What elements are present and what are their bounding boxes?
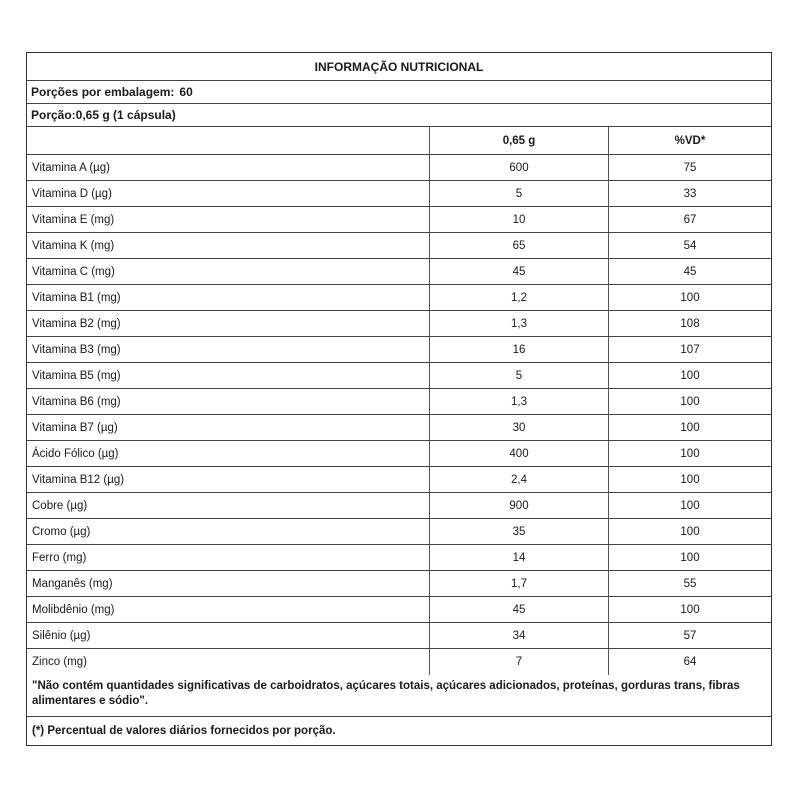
nutrient-daily-value: 100 xyxy=(608,363,771,388)
nutrient-amount: 1,3 xyxy=(429,389,608,414)
nutrition-facts-table xyxy=(26,52,772,746)
nutrient-name: Vitamina D (µg) xyxy=(32,187,112,200)
portion-text: Porção:0,65 g (1 cápsula) xyxy=(31,108,176,122)
table-row xyxy=(27,467,771,493)
nutrient-amount: 14 xyxy=(429,545,608,570)
nutrient-name: Vitamina B5 (mg) xyxy=(32,369,121,382)
table-row xyxy=(27,493,771,519)
table-row xyxy=(27,649,771,675)
table-row xyxy=(27,597,771,623)
nutrient-amount: 5 xyxy=(429,181,608,206)
nutrient-daily-value: 67 xyxy=(608,207,771,232)
nutrient-amount: 34 xyxy=(429,623,608,648)
nutrient-amount: 1,3 xyxy=(429,311,608,336)
table-row xyxy=(27,623,771,649)
nutrient-name: Cobre (µg) xyxy=(32,499,88,512)
nutrient-amount: 35 xyxy=(429,519,608,544)
nutrient-name: Manganês (mg) xyxy=(32,577,113,590)
table-row xyxy=(27,207,771,233)
nutrient-amount: 5 xyxy=(429,363,608,388)
nutrient-name: Vitamina C (mg) xyxy=(32,265,115,278)
table-title xyxy=(27,53,771,81)
nutrient-daily-value: 75 xyxy=(608,155,771,180)
nutrient-daily-value: 100 xyxy=(608,493,771,518)
nutrient-amount: 1,2 xyxy=(429,285,608,310)
nutrient-amount: 10 xyxy=(429,207,608,232)
nutrient-amount: 45 xyxy=(429,597,608,622)
column-header-row xyxy=(27,127,771,155)
nutrient-name: Vitamina B1 (mg) xyxy=(32,291,121,304)
nutrient-daily-value: 108 xyxy=(608,311,771,336)
nutrient-name: Vitamina E (mg) xyxy=(32,213,115,226)
nutrient-name: Vitamina K (mg) xyxy=(32,239,115,252)
header-amount: 0,65 g xyxy=(429,127,608,154)
table-row xyxy=(27,311,771,337)
header-nutrient-cell xyxy=(27,127,429,154)
table-row xyxy=(27,363,771,389)
nutrient-amount: 7 xyxy=(429,649,608,675)
nutrient-daily-value: 55 xyxy=(608,571,771,596)
table-row xyxy=(27,285,771,311)
table-row xyxy=(27,571,771,597)
nutrient-name: Silênio (µg) xyxy=(32,629,91,642)
table-title-text: INFORMAÇÃO NUTRICIONAL xyxy=(314,59,484,74)
nutrient-daily-value: 54 xyxy=(608,233,771,258)
table-row xyxy=(27,415,771,441)
disclaimer-note xyxy=(27,675,771,717)
nutrient-name: Vitamina B7 (µg) xyxy=(32,421,118,434)
nutrient-amount: 30 xyxy=(429,415,608,440)
nutrient-daily-value: 33 xyxy=(608,181,771,206)
table-row xyxy=(27,519,771,545)
footnote xyxy=(27,717,771,745)
nutrient-amount: 2,4 xyxy=(429,467,608,492)
nutrient-daily-value: 57 xyxy=(608,623,771,648)
nutrient-daily-value: 100 xyxy=(608,597,771,622)
nutrient-name: Ferro (mg) xyxy=(32,551,87,564)
nutrient-daily-value: 107 xyxy=(608,337,771,362)
nutrient-daily-value: 100 xyxy=(608,467,771,492)
footnote-text: (*) Percentual de valores diários fornecidos por porção. xyxy=(32,725,336,737)
nutrient-daily-value: 64 xyxy=(608,649,771,675)
nutrient-daily-value: 100 xyxy=(608,415,771,440)
servings-value: 60 xyxy=(179,85,193,99)
nutrient-daily-value: 100 xyxy=(608,519,771,544)
nutrient-name: Vitamina B6 (mg) xyxy=(32,395,121,408)
nutrient-daily-value: 45 xyxy=(608,259,771,284)
nutrient-amount: 400 xyxy=(429,441,608,466)
table-row xyxy=(27,155,771,181)
table-row xyxy=(27,259,771,285)
nutrient-daily-value: 100 xyxy=(608,389,771,414)
header-daily-value: %VD* xyxy=(608,127,771,154)
nutrient-daily-value: 100 xyxy=(608,545,771,570)
nutrient-amount: 65 xyxy=(429,233,608,258)
nutrient-amount: 1,7 xyxy=(429,571,608,596)
nutrient-amount: 45 xyxy=(429,259,608,284)
table-row xyxy=(27,441,771,467)
nutrient-name: Vitamina B12 (µg) xyxy=(32,473,125,486)
nutrient-daily-value: 100 xyxy=(608,441,771,466)
table-row xyxy=(27,545,771,571)
nutrient-daily-value: 100 xyxy=(608,285,771,310)
table-row xyxy=(27,181,771,207)
table-row xyxy=(27,337,771,363)
nutrient-rows xyxy=(27,155,771,675)
disclaimer-text: "Não contém quantidades significativas de carboidratos, açúcares totais, açúcares adicionados, proteínas, gorduras trans, fibras alimentares e sódio". xyxy=(32,680,740,707)
nutrient-name: Vitamina B2 (mg) xyxy=(32,317,121,330)
nutrient-amount: 900 xyxy=(429,493,608,518)
nutrient-amount: 16 xyxy=(429,337,608,362)
servings-row xyxy=(27,81,771,104)
nutrient-name: Cromo (µg) xyxy=(32,525,91,538)
nutrient-name: Molibdênio (mg) xyxy=(32,603,115,616)
nutrient-name: Vitamina B3 (mg) xyxy=(32,343,121,356)
servings-label: Porções por embalagem: xyxy=(31,85,175,99)
nutrient-amount: 600 xyxy=(429,155,608,180)
portion-row xyxy=(27,104,771,127)
table-row xyxy=(27,389,771,415)
table-row xyxy=(27,233,771,259)
nutrient-name: Ácido Fólico (µg) xyxy=(32,447,119,460)
nutrient-name: Zinco (mg) xyxy=(32,656,87,668)
nutrient-name: Vitamina A (µg) xyxy=(32,161,111,174)
